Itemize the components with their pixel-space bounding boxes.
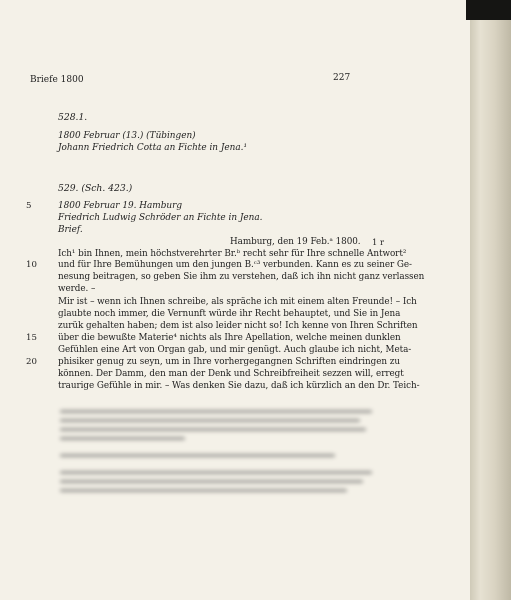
margin-note: 1 r xyxy=(372,237,384,247)
letter-line: glaubte noch immer, die Vernunft würde ihr Recht behauptet, und Sie in Jena xyxy=(58,309,401,319)
line-number: 10 xyxy=(26,260,37,270)
letter-line: nesung beitragen, so geben Sie ihm zu verstehen, daß ich ihn nicht ganz verlassen xyxy=(58,272,425,282)
page-number: 227 xyxy=(333,73,351,83)
entry-sender-recipient: Friedrich Ludwig Schröder an Fichte in Jena. xyxy=(58,213,263,223)
letter-line: Gefühlen eine Art von Organ gab, und mir genügt. Auch glaube ich nicht, Meta- xyxy=(58,345,412,355)
running-header: Briefe 1800 xyxy=(30,75,84,85)
line-number: 15 xyxy=(26,333,37,343)
entry-date-place: 1800 Februar 19. Hamburg xyxy=(58,201,183,211)
entry-type: Brief. xyxy=(58,225,83,235)
line-number: 5 xyxy=(26,201,32,211)
entry-number: 529. (Sch. 423.) xyxy=(58,183,133,194)
letter-line: traurige Gefühle in mir. – Was denken Sie dazu, daß ich kürzlich an den Dr. Teich- xyxy=(58,381,420,391)
entry-number: 528.1. xyxy=(58,112,88,123)
letter-line: können. Der Damm, den man der Denk und Schreibfreiheit sezzen will, erregt xyxy=(58,369,404,379)
dark-background-corner xyxy=(466,0,511,20)
letter-line: über die bewußte Materie⁴ nichts als Ihre Apellation, welche meinen dunklen xyxy=(58,333,401,343)
letter-dateline: Hamburg, den 19 Feb.ᵃ 1800. xyxy=(230,237,361,247)
letter-line: phisiker genug zu seyn, um in Ihre vorhergegangnen Schriften eindringen zu xyxy=(58,357,400,367)
blurred-footnotes xyxy=(60,410,372,525)
letter-line: Mir ist – wenn ich Ihnen schreibe, als spräche ich mit einem alten Freunde! – Ich xyxy=(58,297,417,307)
letter-line: werde. – xyxy=(58,284,96,294)
entry-sender-recipient: Johann Friedrich Cotta an Fichte in Jena.¹ xyxy=(58,143,248,153)
letter-line: und für Ihre Bemühungen um den jungen B.ᶜ³ verbunden. Kann es zu seiner Ge- xyxy=(58,260,412,270)
letter-line: zurük gehalten haben; dem ist also leider nicht so! Ich kenne von Ihren Schriften xyxy=(58,321,418,331)
entry-date-place: 1800 Februar (13.) (Tübingen) xyxy=(58,131,196,141)
letter-line: Ich¹ bin Ihnen, mein höchstverehrter Br.ᵇ recht sehr für Ihre schnelle Antwort² xyxy=(58,249,407,259)
line-number: 20 xyxy=(26,357,37,367)
book-binding-edge xyxy=(470,0,511,600)
